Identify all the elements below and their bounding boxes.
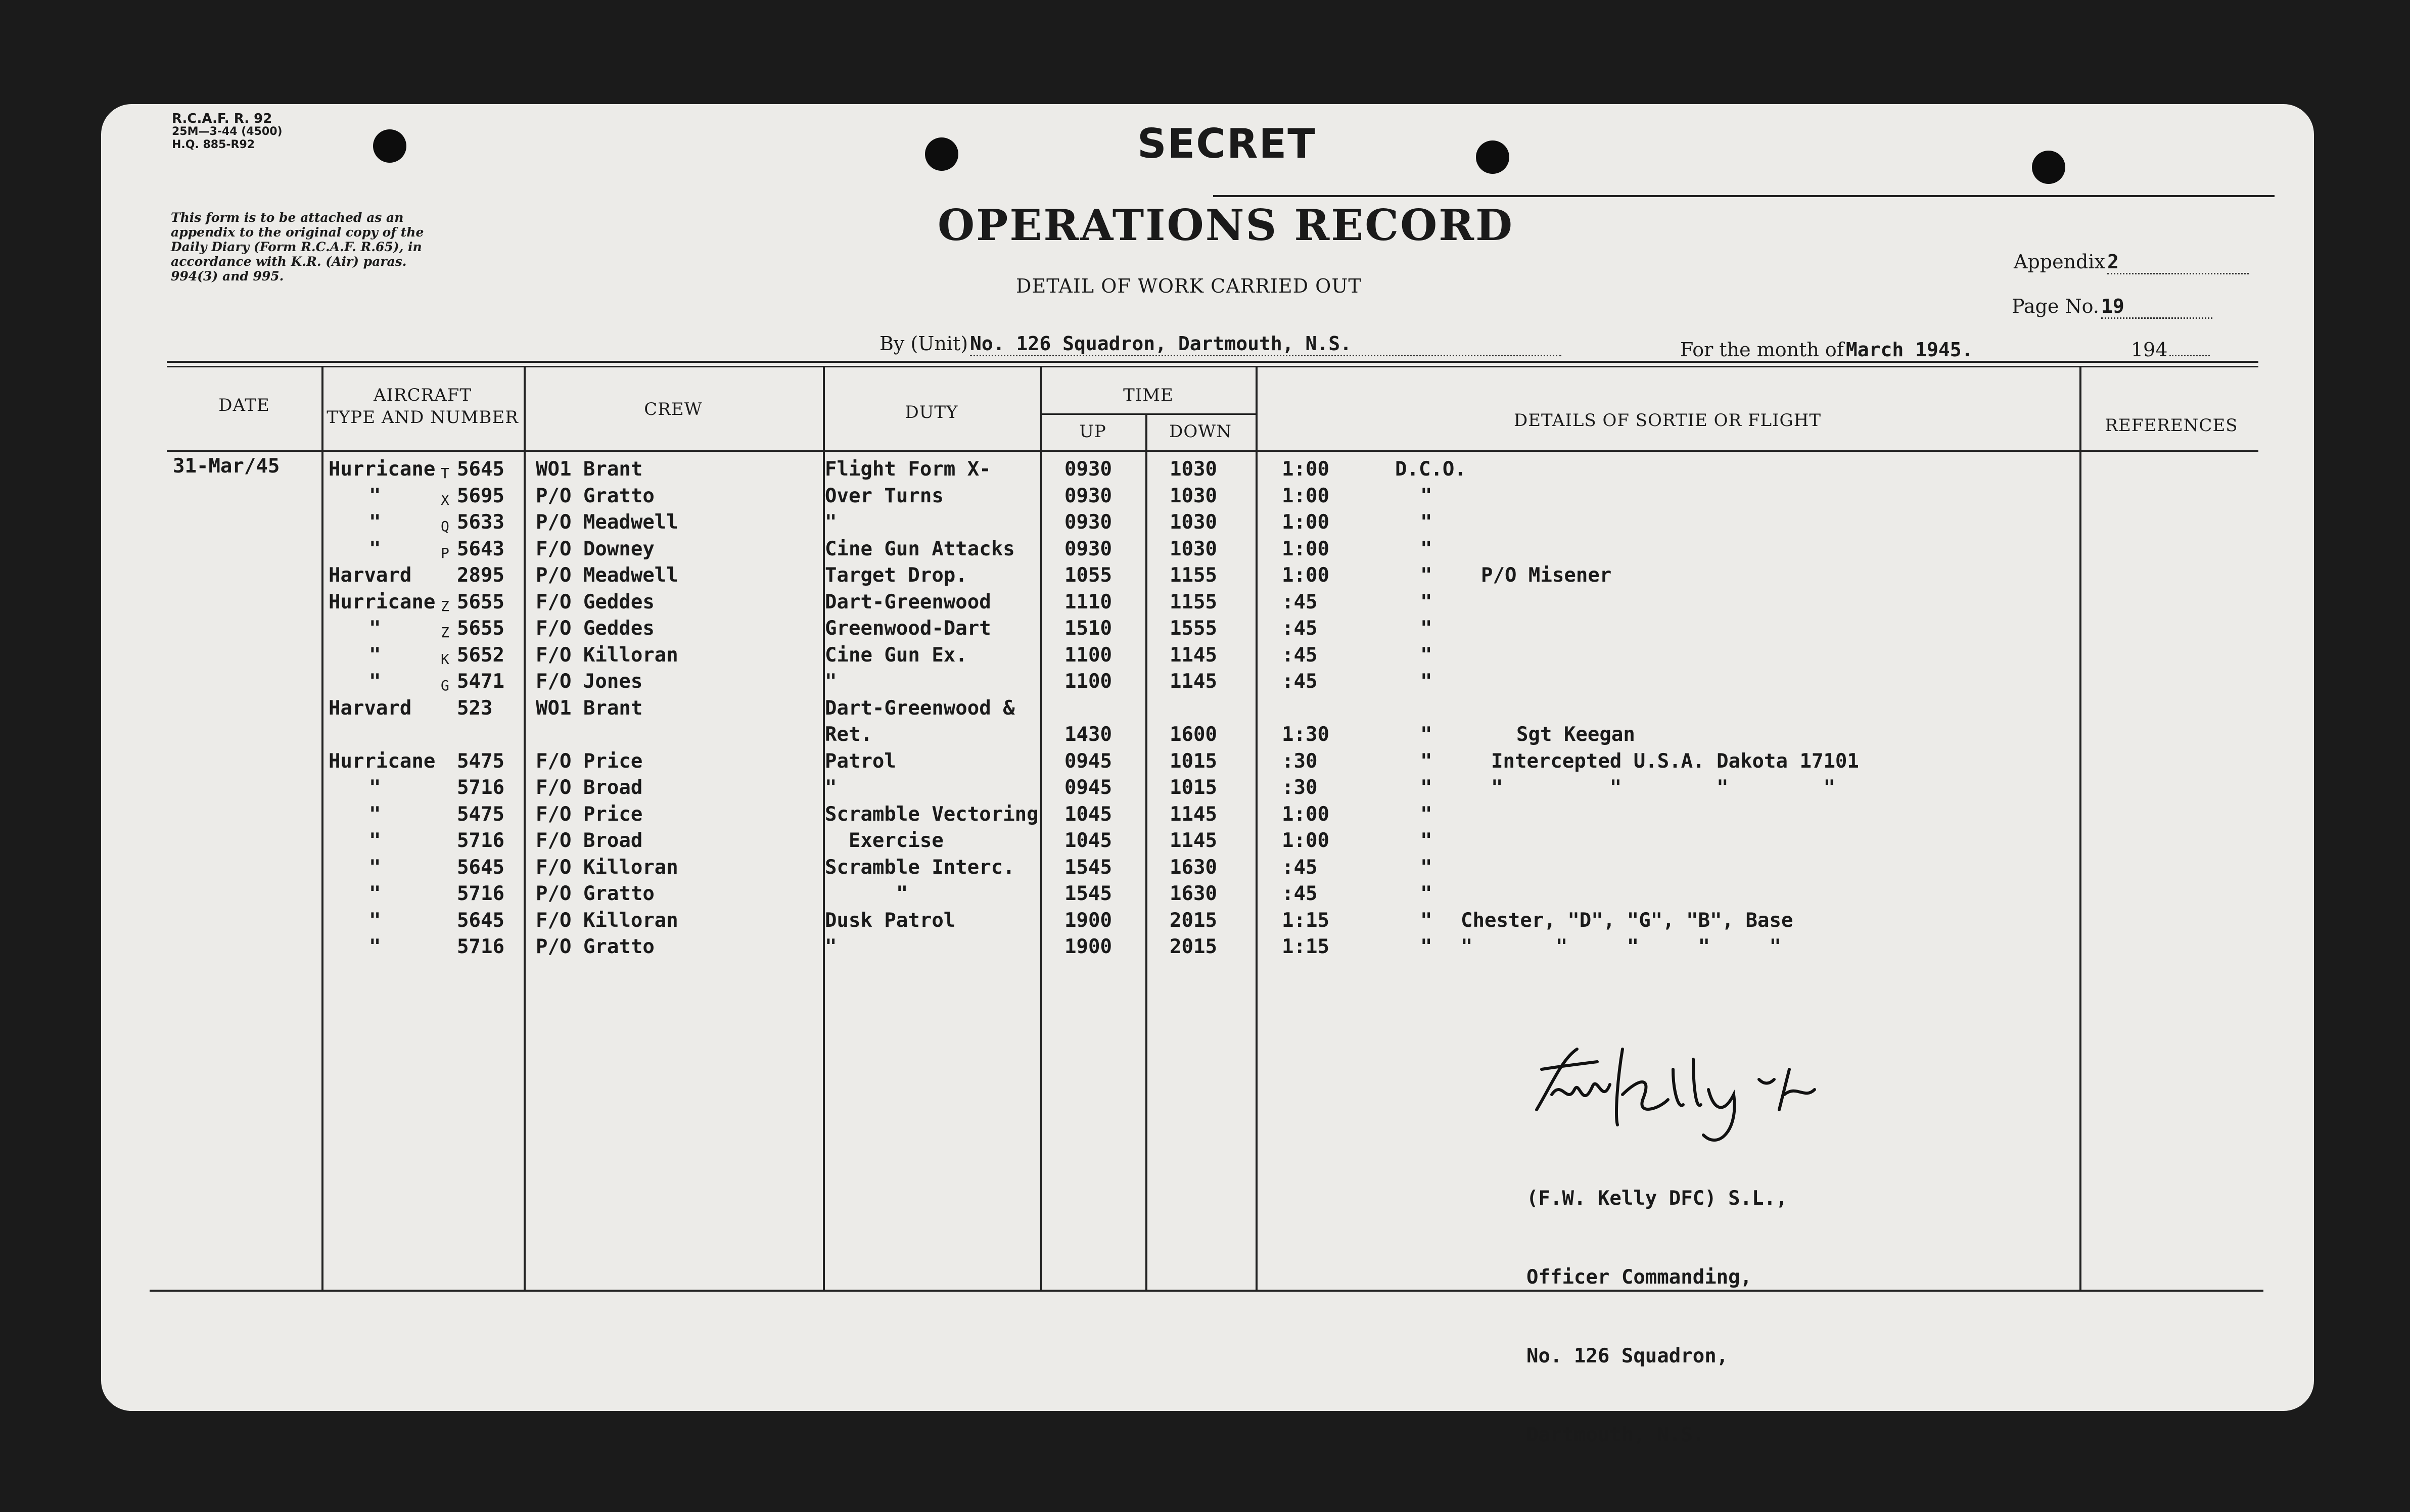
column-header-duty: DUTY <box>905 402 958 422</box>
aircraft-type-cell: " <box>369 670 381 693</box>
time-up-cell: 1545 <box>1064 856 1112 879</box>
aircraft-type-cell: Hurricane <box>329 458 436 481</box>
form-note: This form is to be attached as an appendix to the original copy of the Daily Diary (Form R.C.A.F. R.65), in accordance with K.R. (Air) paras. 994(3) and 995. <box>171 210 424 284</box>
duty-cell: Dusk Patrol <box>825 909 956 932</box>
details-mark-cell: D.C.O. <box>1395 458 1466 481</box>
details-text-cell: P/O Misener <box>1481 564 1612 587</box>
time-down-cell: 1030 <box>1170 484 1217 507</box>
time-down-cell: 1030 <box>1170 537 1217 560</box>
time-up-cell: 1510 <box>1064 617 1112 640</box>
details-mark-cell: " <box>1420 802 1432 826</box>
appendix-label: Appendix <box>2014 251 2105 273</box>
time-up-cell: 1110 <box>1064 590 1112 613</box>
details-mark-cell: " <box>1420 829 1432 852</box>
aircraft-letter-cell: Z <box>441 597 449 615</box>
column-rule <box>1145 413 1147 1290</box>
page-number-value: 19 <box>2101 295 2212 319</box>
column-rule <box>2079 366 2081 1290</box>
time-up-cell: 1045 <box>1064 829 1112 852</box>
crew-cell: P/O Gratto <box>536 484 655 507</box>
aircraft-number-cell: 5716 <box>457 776 504 799</box>
unit-value: No. 126 Squadron, Dartmouth, N.S. <box>970 333 1561 356</box>
duty-cell: " <box>825 511 837 534</box>
aircraft-letter-cell: P <box>441 544 449 561</box>
crew-cell: F/O Broad <box>536 776 643 799</box>
time-down-cell: 1155 <box>1170 590 1217 613</box>
details-mark-cell: " <box>1420 776 1432 799</box>
time-up-cell: 0945 <box>1064 776 1112 799</box>
aircraft-type-cell: " <box>369 484 381 507</box>
details-mark-cell: " <box>1420 909 1432 932</box>
signature-block <box>1526 1133 1788 1501</box>
details-mark-cell: " <box>1420 723 1432 746</box>
aircraft-number-cell: 5652 <box>457 643 504 667</box>
form-code-line: H.Q. 885-R92 <box>172 138 255 151</box>
crew-cell: F/O Geddes <box>536 590 655 613</box>
signature-line: No. 126 Squadron, <box>1526 1345 1729 1367</box>
month-field <box>1680 339 2210 362</box>
duration-cell: :45 <box>1282 590 1318 613</box>
aircraft-number-cell: 5716 <box>457 935 504 958</box>
unit-label: By (Unit) <box>879 333 968 355</box>
duty-cell: Cine Gun Ex. <box>825 643 967 667</box>
classification-stamp: SECRET <box>1137 120 1316 167</box>
time-down-cell: 1630 <box>1170 856 1217 879</box>
time-split-rule <box>1040 413 1257 415</box>
aircraft-type-cell: Harvard <box>329 696 412 720</box>
time-down-cell: 1030 <box>1170 511 1217 534</box>
aircraft-number-cell: 5655 <box>457 590 504 613</box>
duty-cell: Ret. <box>825 723 872 746</box>
details-text-cell: Chester, "D", "G", "B", Base <box>1461 909 1793 932</box>
aircraft-number-cell: 5643 <box>457 537 504 560</box>
month-value: March 1945. <box>1846 339 2129 362</box>
duty-cell: Over Turns <box>825 484 944 507</box>
duration-cell: 1:00 <box>1282 537 1329 560</box>
time-down-cell: 1155 <box>1170 564 1217 587</box>
aircraft-number-cell: 523 <box>457 696 493 720</box>
time-up-cell: 1900 <box>1064 935 1112 958</box>
details-mark-cell: " <box>1420 617 1432 640</box>
time-up-cell: 1430 <box>1064 723 1112 746</box>
column-rule <box>1256 366 1258 1290</box>
appendix-field <box>2014 251 2249 274</box>
duty-cell: " <box>825 776 837 799</box>
column-header-aircraft: AIRCRAFT <box>373 385 472 405</box>
time-up-cell: 0930 <box>1064 458 1112 481</box>
aircraft-type-cell: " <box>369 882 381 905</box>
aircraft-letter-cell: Z <box>441 624 449 641</box>
column-header-time: TIME <box>1123 385 1174 405</box>
time-up-cell: 1100 <box>1064 643 1112 667</box>
crew-cell: P/O Meadwell <box>536 511 678 534</box>
form-code <box>172 112 283 152</box>
duty-cell: Cine Gun Attacks <box>825 537 1015 560</box>
column-header-references: REFERENCES <box>2105 415 2238 436</box>
duty-cell: Scramble Vectoring <box>825 802 1039 826</box>
duration-cell: :45 <box>1282 617 1318 640</box>
aircraft-letter-cell: K <box>441 650 449 668</box>
crew-cell: F/O Downey <box>536 537 655 560</box>
aircraft-type-cell: " <box>369 909 381 932</box>
time-down-cell: 1030 <box>1170 458 1217 481</box>
time-down-cell: 1630 <box>1170 882 1217 905</box>
column-header-date: DATE <box>218 395 270 415</box>
column-rule <box>321 366 323 1290</box>
duty-cell: " <box>825 882 908 905</box>
duty-cell: " <box>825 935 837 958</box>
time-down-cell: 2015 <box>1170 935 1217 958</box>
top-rule <box>1213 195 2275 197</box>
details-mark-cell: " <box>1420 537 1432 560</box>
time-down-cell: 1555 <box>1170 617 1217 640</box>
time-down-cell: 1600 <box>1170 723 1217 746</box>
duration-cell: 1:00 <box>1282 829 1329 852</box>
year-blank <box>2169 355 2210 356</box>
table-top-rule <box>167 366 2258 367</box>
time-down-cell: 1145 <box>1170 829 1217 852</box>
duration-cell: 1:15 <box>1282 935 1329 958</box>
table-bottom-rule <box>150 1290 2263 1292</box>
time-down-cell: 1145 <box>1170 670 1217 693</box>
date-cell: 31-Mar/45 <box>173 455 280 478</box>
header-bottom-rule <box>167 450 2258 452</box>
crew-cell: F/O Killoran <box>536 643 678 667</box>
duration-cell: :45 <box>1282 670 1318 693</box>
aircraft-letter-cell: G <box>441 677 449 694</box>
appendix-value: 2 <box>2107 251 2249 274</box>
time-up-cell: 1045 <box>1064 802 1112 826</box>
details-mark-cell: " <box>1420 670 1432 693</box>
aircraft-type-cell: " <box>369 776 381 799</box>
crew-cell: WO1 Brant <box>536 696 643 720</box>
crew-cell: WO1 Brant <box>536 458 643 481</box>
column-header-crew: CREW <box>644 399 703 419</box>
duty-cell: Target Drop. <box>825 564 967 587</box>
aircraft-type-cell: Hurricane <box>329 590 436 613</box>
details-mark-cell: " <box>1420 590 1432 613</box>
aircraft-number-cell: 5471 <box>457 670 504 693</box>
aircraft-type-cell: " <box>369 856 381 879</box>
details-mark-cell: " <box>1420 564 1432 587</box>
time-up-cell: 1055 <box>1064 564 1112 587</box>
time-down-cell: 1145 <box>1170 643 1217 667</box>
table-top-rule <box>167 361 2258 363</box>
details-mark-cell: " <box>1420 484 1432 507</box>
punch-hole <box>1476 140 1509 174</box>
time-up-cell: 0930 <box>1064 484 1112 507</box>
duration-cell: :45 <box>1282 856 1318 879</box>
form-code-line: 25M—3-44 (4500) <box>172 125 283 138</box>
duration-cell: 1:00 <box>1282 511 1329 534</box>
aircraft-number-cell: 5655 <box>457 617 504 640</box>
time-down-cell: 1015 <box>1170 749 1217 773</box>
time-up-cell: 0930 <box>1064 537 1112 560</box>
signature-line: Officer Commanding, <box>1526 1266 1752 1289</box>
aircraft-letter-cell: T <box>441 465 449 482</box>
time-up-cell: 1100 <box>1064 670 1112 693</box>
aircraft-type-cell: Harvard <box>329 564 412 587</box>
aircraft-type-cell: " <box>369 617 381 640</box>
punch-hole <box>925 137 958 171</box>
details-mark-cell: " <box>1420 749 1432 773</box>
duty-cell: Greenwood-Dart <box>825 617 991 640</box>
duty-cell: Dart-Greenwood <box>825 590 991 613</box>
page-number-label: Page No. <box>2012 295 2099 317</box>
column-header-details: DETAILS OF SORTIE OR FLIGHT <box>1513 410 1822 431</box>
time-up-cell: 0945 <box>1064 749 1112 773</box>
aircraft-number-cell: 5475 <box>457 749 504 773</box>
duration-cell: 1:00 <box>1282 802 1329 826</box>
details-text-cell: " " " " <box>1491 776 1835 799</box>
crew-cell: P/O Gratto <box>536 935 655 958</box>
duration-cell: 1:00 <box>1282 458 1329 481</box>
duration-cell: 1:00 <box>1282 564 1329 587</box>
crew-cell: F/O Killoran <box>536 856 678 879</box>
duty-cell: Exercise <box>825 829 944 852</box>
details-text-cell: " " " " " <box>1461 935 1781 958</box>
form-code-line: R.C.A.F. R. 92 <box>172 111 272 126</box>
aircraft-type-cell: Hurricane <box>329 749 436 773</box>
details-text-cell: Intercepted U.S.A. Dakota 17101 <box>1491 749 1859 773</box>
time-up-cell: 1545 <box>1064 882 1112 905</box>
duty-cell: " <box>825 670 837 693</box>
duty-cell: Scramble Interc. <box>825 856 1015 879</box>
details-text-cell: Sgt Keegan <box>1516 723 1635 746</box>
details-mark-cell: " <box>1420 643 1432 667</box>
time-up-cell: 1900 <box>1064 909 1112 932</box>
column-rule <box>1040 366 1042 1290</box>
year-label: 194 <box>2130 339 2168 361</box>
column-header-up: UP <box>1079 421 1106 442</box>
signature-line: (F.W. Kelly DFC) S.L., <box>1526 1187 1788 1210</box>
aircraft-type-cell: " <box>369 935 381 958</box>
time-down-cell: 2015 <box>1170 909 1217 932</box>
aircraft-number-cell: 5645 <box>457 856 504 879</box>
aircraft-number-cell: 5716 <box>457 829 504 852</box>
aircraft-number-cell: 2895 <box>457 564 504 587</box>
duration-cell: :30 <box>1282 749 1318 773</box>
month-label: For the month of <box>1680 339 1844 361</box>
aircraft-type-cell: " <box>369 537 381 560</box>
column-header-aircraft-sub: TYPE AND NUMBER <box>327 407 519 428</box>
duration-cell: 1:00 <box>1282 484 1329 507</box>
time-down-cell: 1015 <box>1170 776 1217 799</box>
duration-cell: 1:30 <box>1282 723 1329 746</box>
aircraft-letter-cell: X <box>441 491 449 508</box>
time-down-cell: 1145 <box>1170 802 1217 826</box>
aircraft-number-cell: 5475 <box>457 802 504 826</box>
duty-cell: Flight Form X- <box>825 458 991 481</box>
crew-cell: P/O Meadwell <box>536 564 678 587</box>
aircraft-number-cell: 5716 <box>457 882 504 905</box>
details-mark-cell: " <box>1420 882 1432 905</box>
duty-cell: Dart-Greenwood & <box>825 696 1015 720</box>
punch-hole <box>2032 151 2065 184</box>
column-header-down: DOWN <box>1169 421 1232 442</box>
page-title: OPERATIONS RECORD <box>938 200 1514 250</box>
details-mark-cell: " <box>1420 511 1432 534</box>
duration-cell: :30 <box>1282 776 1318 799</box>
aircraft-number-cell: 5645 <box>457 458 504 481</box>
crew-cell: F/O Price <box>536 802 643 826</box>
signature-line: Dartmouth, N.S. <box>1526 1424 1705 1446</box>
duty-cell: Patrol <box>825 749 896 773</box>
aircraft-type-cell: " <box>369 643 381 667</box>
duration-cell: :45 <box>1282 882 1318 905</box>
column-rule <box>524 366 526 1290</box>
unit-field <box>879 333 1561 356</box>
aircraft-type-cell: " <box>369 829 381 852</box>
crew-cell: F/O Broad <box>536 829 643 852</box>
aircraft-type-cell: " <box>369 511 381 534</box>
handwritten-signature <box>1521 1039 1885 1145</box>
aircraft-number-cell: 5695 <box>457 484 504 507</box>
details-mark-cell: " <box>1420 935 1432 958</box>
details-mark-cell: " <box>1420 856 1432 879</box>
duration-cell: 1:15 <box>1282 909 1329 932</box>
crew-cell: F/O Killoran <box>536 909 678 932</box>
aircraft-type-cell: " <box>369 802 381 826</box>
duration-cell: :45 <box>1282 643 1318 667</box>
aircraft-number-cell: 5645 <box>457 909 504 932</box>
page-number-field <box>2012 295 2212 319</box>
punch-hole <box>373 129 406 163</box>
aircraft-letter-cell: Q <box>441 518 449 535</box>
crew-cell: F/O Price <box>536 749 643 773</box>
crew-cell: F/O Jones <box>536 670 643 693</box>
page-subtitle: DETAIL OF WORK CARRIED OUT <box>1016 275 1362 297</box>
aircraft-number-cell: 5633 <box>457 511 504 534</box>
time-up-cell: 0930 <box>1064 511 1112 534</box>
crew-cell: F/O Geddes <box>536 617 655 640</box>
crew-cell: P/O Gratto <box>536 882 655 905</box>
operations-record-form <box>101 104 2314 1446</box>
